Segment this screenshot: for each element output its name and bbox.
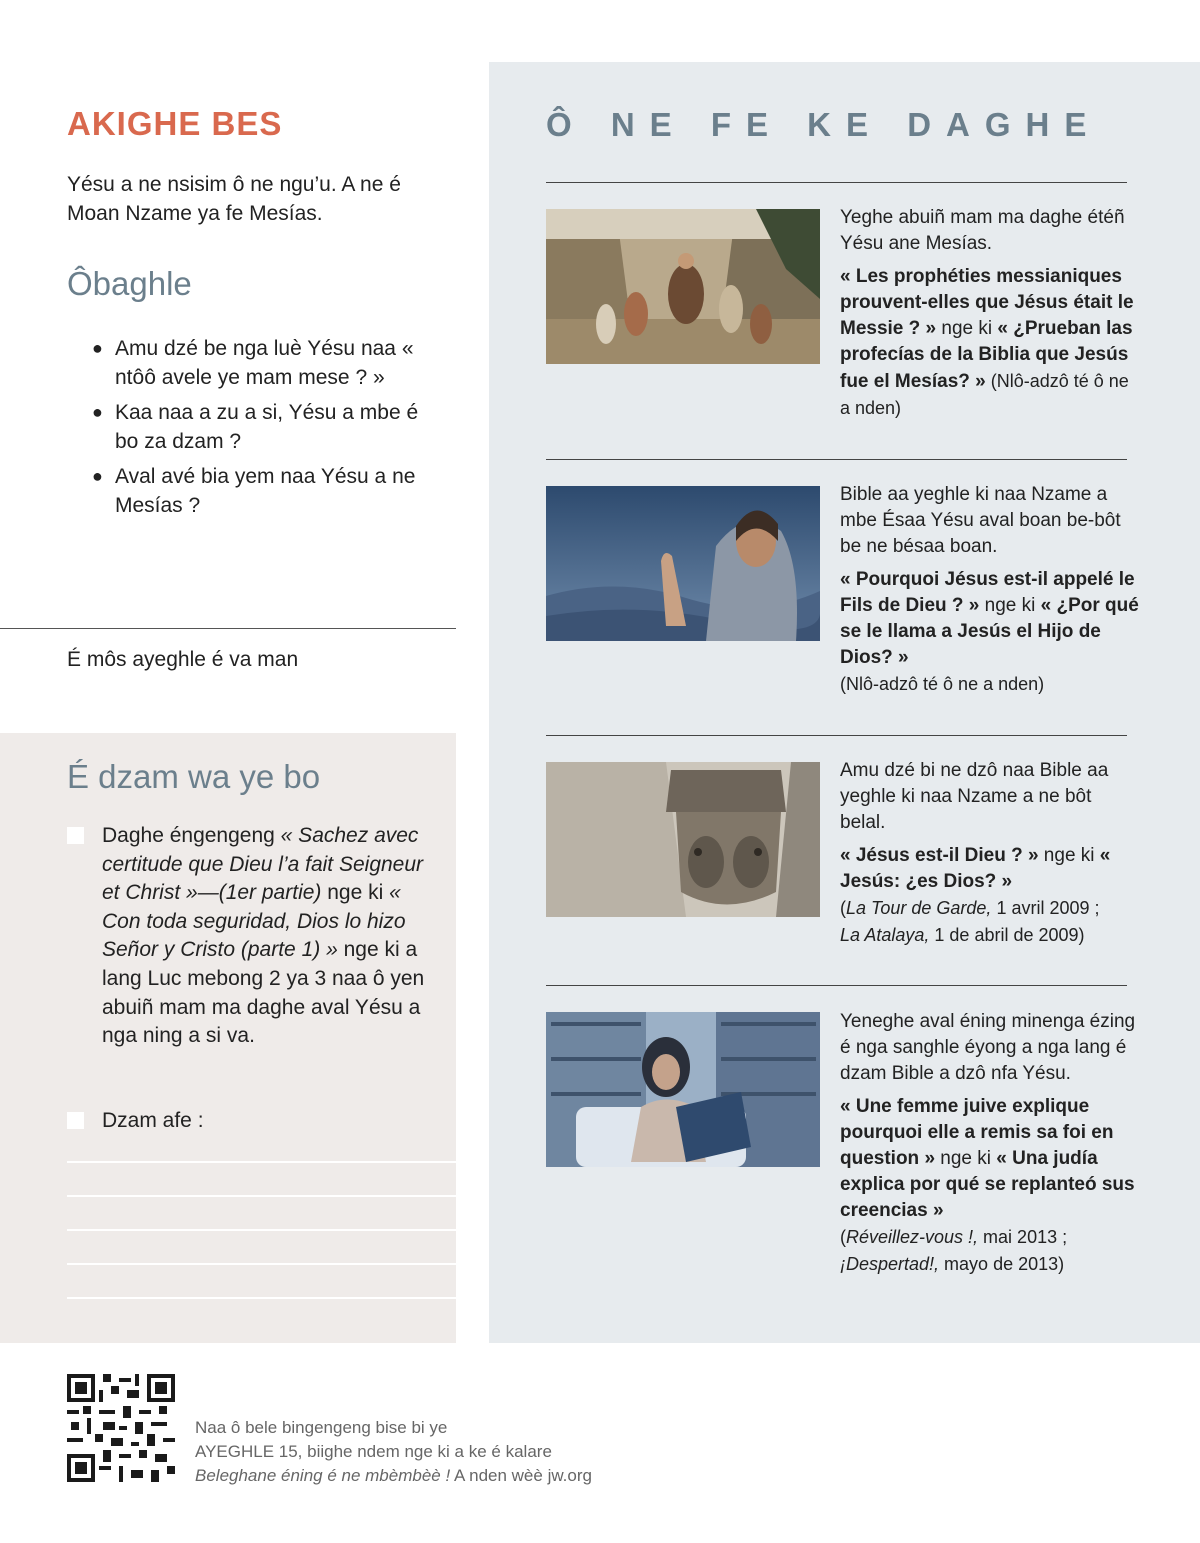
write-line[interactable] [67, 1263, 456, 1265]
article-link[interactable]: « Jésus est-il Dieu ? » [840, 845, 1039, 866]
article-link[interactable]: « Jesús: ¿es Dios? » [840, 845, 1111, 892]
qr-code-icon[interactable] [67, 1374, 175, 1482]
question-item: ● Kaa naa a zu a si, Yésu a mbe é bo za dzam ? [92, 398, 442, 456]
checkbox[interactable] [67, 1112, 84, 1129]
todo-title: É dzam wa ye bo [67, 758, 321, 795]
questions-title: Ôbaghle [67, 265, 192, 302]
checkbox[interactable] [67, 827, 84, 844]
write-line[interactable] [67, 1195, 456, 1197]
woman-reading-image[interactable] [546, 1012, 820, 1167]
article-link[interactable]: « Una judía explica por qué se replanteó sus creencias » [840, 1148, 1135, 1221]
todo-item-text: Daghe éngengeng « Sachez avec certitude que Dieu l’a fait Seigneur et Christ »—(1er partie) nge ki « Con toda seguridad, Dios lo hizo Señor y Cristo (parte 1) » nge ki a lang Luc mebong 2 ya 3 naa ô yen abuiñ mam ma daghe aval Yésu a nga ning a si va. [102, 824, 425, 1048]
card-reference: « Les prophéties messianiques prouvent-elles que Jésus était le Messie ? » nge ki « ¿Prueban las profecías de la Biblia que Jesús fue el Mesías? » (Nlô-adzô té ô ne a nden) [840, 266, 1134, 418]
card-reference: « Une femme juive explique pourquoi elle a remis sa foi en question » nge ki « Una judía explica por qué se replanteó sus creencias » (Réveillez-vous !, mai 2013 ; ¡Despertad!, mayo de 2013) [840, 1096, 1135, 1274]
footer-line: AYEGHLE 15, biighe ndem nge ki a ke é kalare [195, 1442, 552, 1461]
jesus-praying-image[interactable] [546, 486, 820, 641]
todo-item [67, 1107, 437, 1136]
question-item: ● Aval avé bia yem naa Yésu a ne Mesías ? [92, 462, 442, 520]
article-link[interactable]: « ¿Prueban las profecías de la Biblia que Jesús fue el Mesías? » [840, 318, 1133, 392]
website-link[interactable]: A nden wèè jw.org [450, 1466, 592, 1485]
card-description: Amu dzé bi ne dzô naa Bible aa yeghle ki naa Nzame a ne bôt belal. [840, 760, 1109, 833]
card-description: Bible aa yeghle ki naa Nzame a mbe Ésaa Yésu aval boan be-bôt be ne bésaa boan. [840, 484, 1121, 557]
summary-title: AKIGHE BES [67, 105, 283, 142]
next-visit-label: É môs ayeghle é va man [67, 648, 299, 671]
write-line[interactable] [67, 1229, 456, 1231]
footer-line: Naa ô bele bingengeng bise bi ye [195, 1418, 448, 1437]
write-line[interactable] [67, 1161, 456, 1163]
triumphal-entry-image[interactable] [546, 209, 820, 364]
card-text [840, 1009, 1140, 1285]
write-line[interactable] [67, 1297, 456, 1299]
card-reference: « Pourquoi Jésus est-il appelé le Fils de Dieu ? » nge ki « ¿Por qué se le llama a Jesús el Hijo de Dios? » (Nlô-adzô té ô ne a nden) [840, 569, 1139, 694]
questions-list [92, 334, 442, 526]
card-text [840, 758, 1140, 956]
footer-line: Beleghane éning é ne mbèmbèè ! A nden wèè jw.org [195, 1466, 592, 1485]
bullet-icon: ● [92, 402, 103, 422]
todo-item [67, 822, 437, 1051]
article-link[interactable]: « Les prophéties messianiques prouvent-elles que Jésus était le Messie ? » [840, 266, 1134, 339]
bullet-icon: ● [92, 466, 103, 486]
trinity-sculpture-image[interactable] [546, 762, 820, 917]
footer [195, 1416, 592, 1488]
card-description: Yeneghe aval éning minenga ézing é nga sanghle éyong a nga lang é dzam Bible a dzô nfa Yésu. [840, 1011, 1136, 1084]
article-link[interactable]: « Une femme juive explique pourquoi elle a remis sa foi en question » [840, 1096, 1114, 1169]
divider [0, 628, 456, 629]
bullet-icon: ● [92, 338, 103, 358]
card-text [840, 482, 1140, 705]
card-reference: « Jésus est-il Dieu ? » nge ki « Jesús: ¿es Dios? » (La Tour de Garde, 1 avril 2009 ; La Atalaya, 1 de abril de 2009) [840, 845, 1111, 945]
card-description: Yeghe abuiñ mam ma daghe étéñ Yésu ane Mesías. [840, 207, 1125, 254]
divider [546, 459, 1127, 460]
question-item: ● Amu dzé be nga luè Yésu naa « ntôô avele ye mam mese ? » [92, 334, 442, 392]
divider [546, 985, 1127, 986]
todo-item-text: Dzam afe : [102, 1109, 204, 1132]
summary-text: Yésu a ne nsisim ô ne ngu’u. A ne é Moan Nzame ya fe Mesías. [67, 173, 401, 225]
divider [546, 735, 1127, 736]
further-reading-title: Ô NE FE KE DAGHE [546, 106, 1102, 143]
card-text [840, 205, 1140, 429]
article-link[interactable]: « Pourquoi Jésus est-il appelé le Fils de Dieu ? » [840, 569, 1135, 616]
article-link[interactable]: « ¿Por qué se le llama a Jesús el Hijo de Dios? » [840, 595, 1139, 668]
divider [546, 182, 1127, 183]
